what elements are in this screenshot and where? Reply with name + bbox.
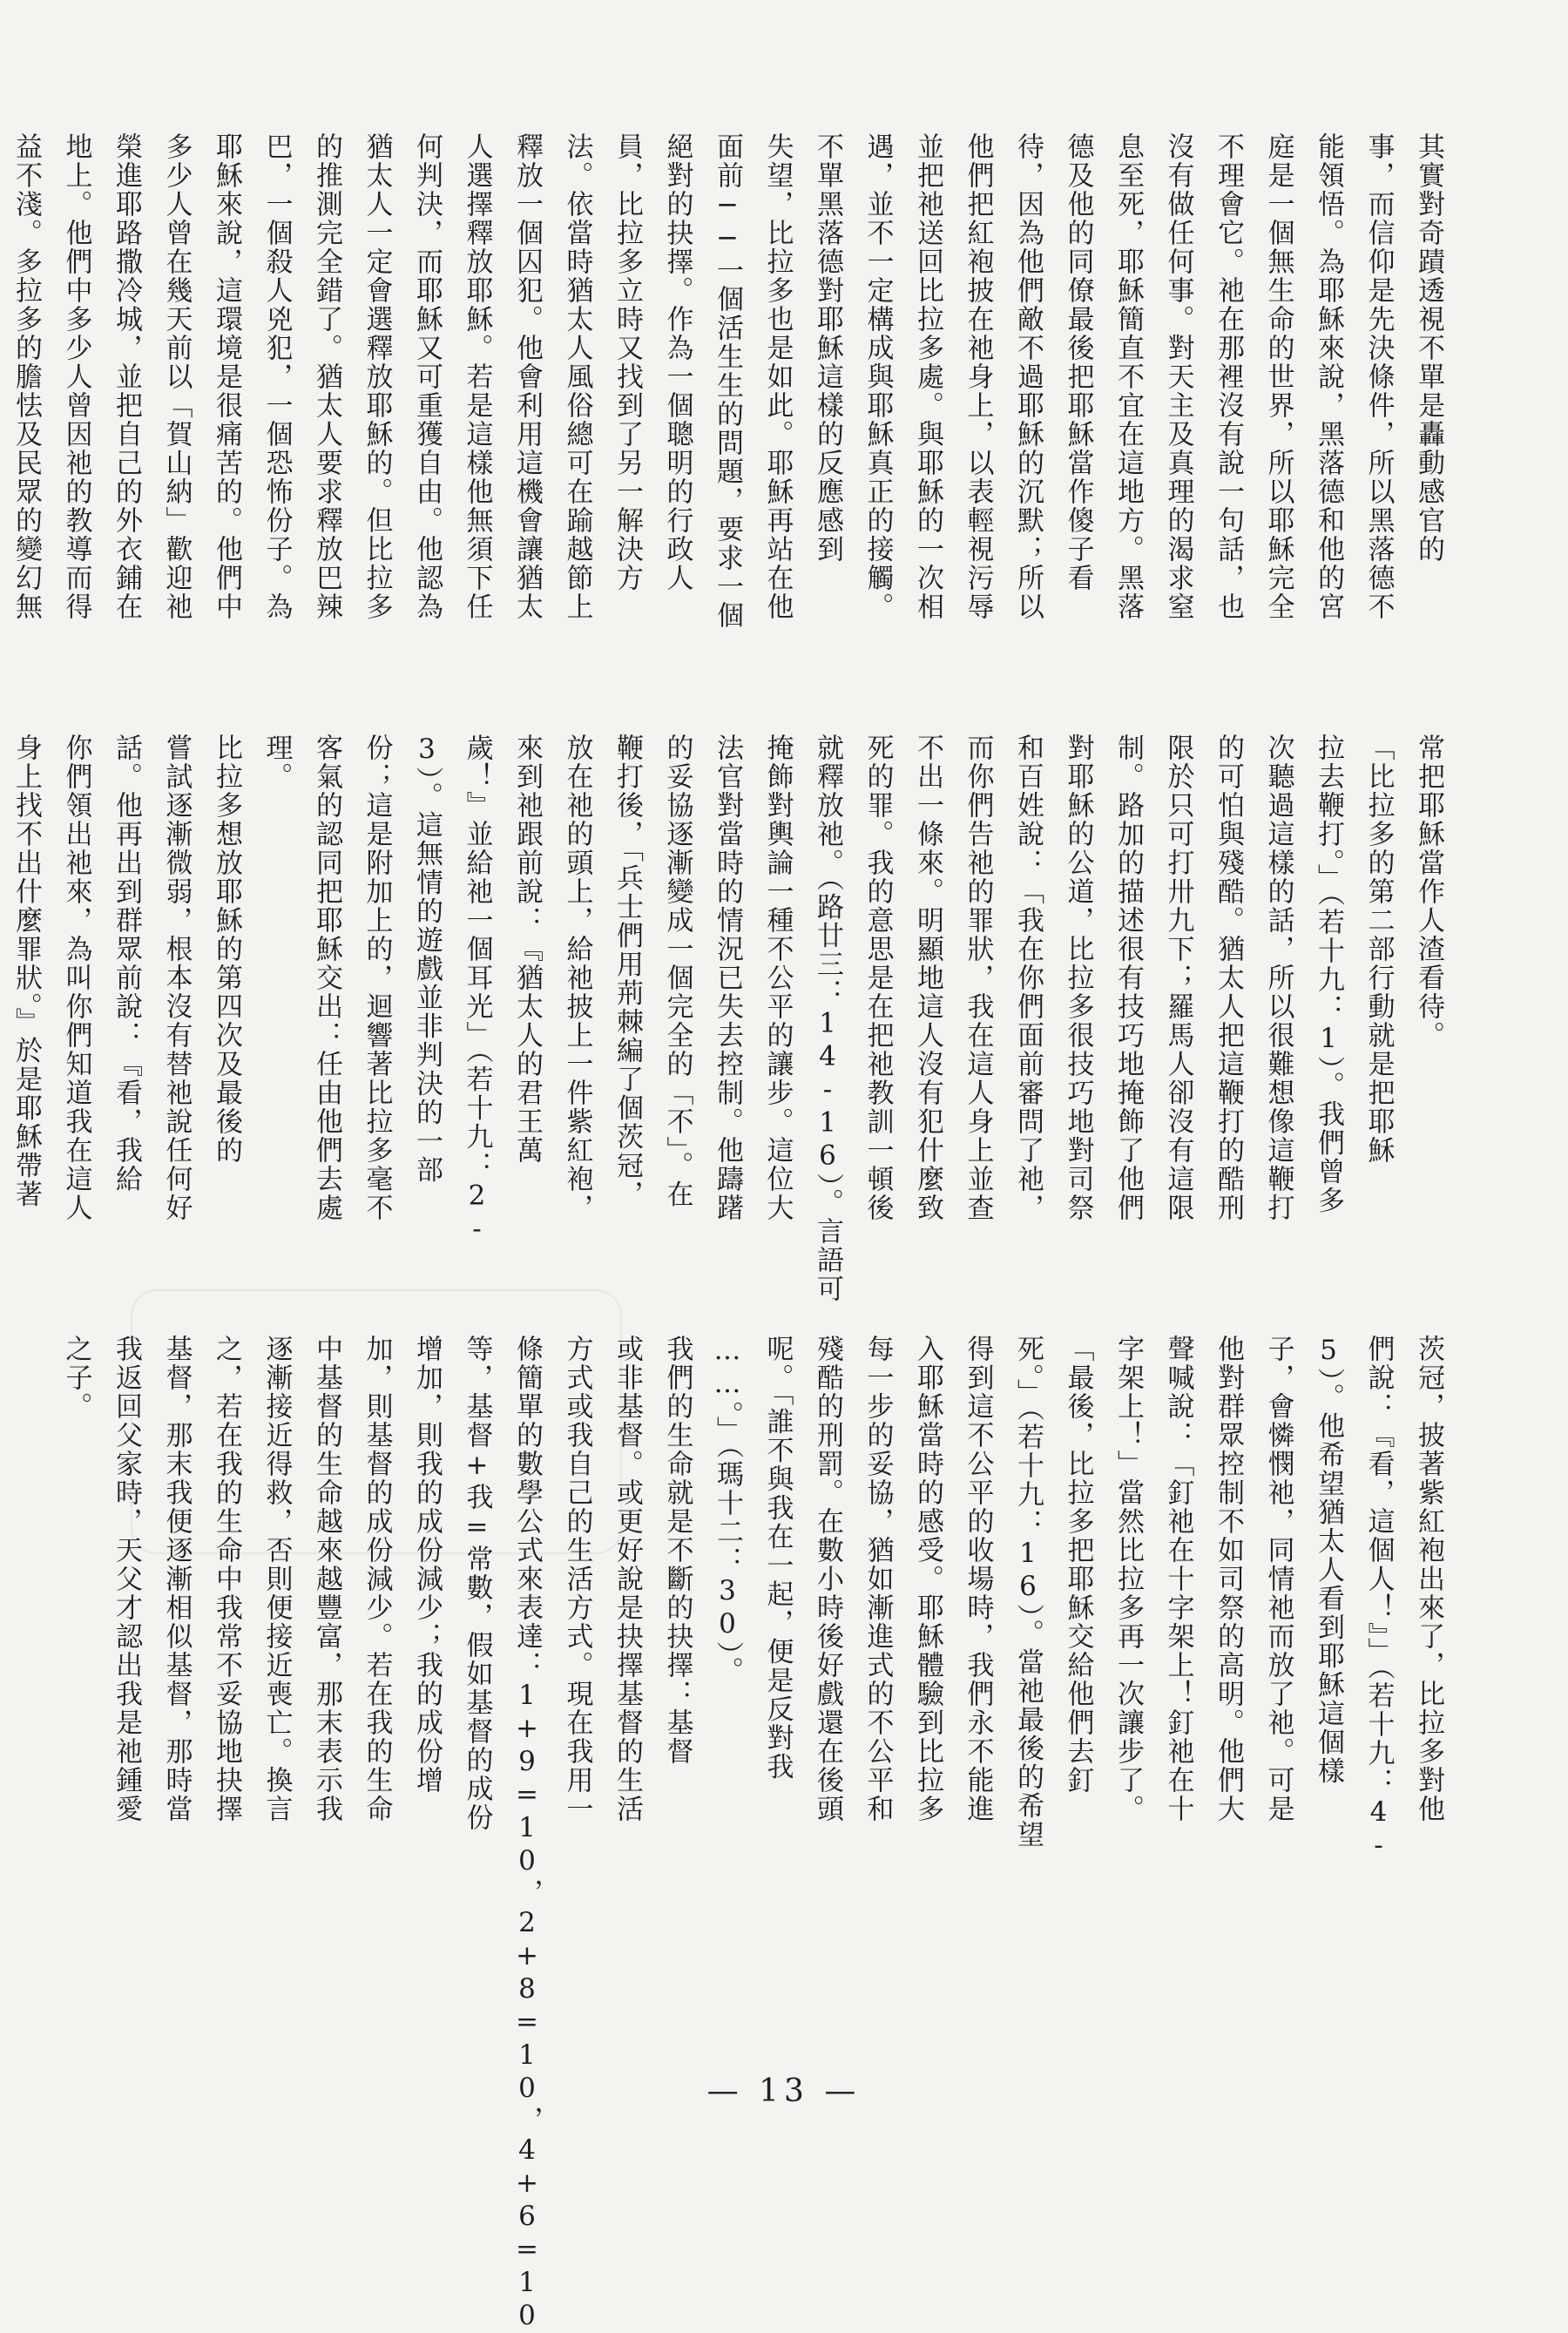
text-column: 其實對奇蹟透視不單是轟動感官的 [1413, 132, 1444, 564]
text-band-top [10, 132, 1453, 673]
text-column: 多少人曾在幾天前以「賀山納」歡迎祂 [160, 132, 193, 621]
text-column: 他們把紅袍披在祂身上，以表輕視污辱 [962, 132, 994, 621]
text-column: 放在祂的頭上，給祂披上一件紫紅袍， [561, 734, 593, 1222]
text-column: 庭是一個無生命的世界，所以耶穌完全 [1262, 132, 1294, 621]
text-column: 地上。他們中多少人曾因祂的教導而得 [60, 132, 92, 621]
text-column: 何判決，而耶穌又可重獲自由。他認為 [411, 132, 443, 621]
text-column: 榮進耶路撒冷城，並把自己的外衣鋪在 [111, 132, 142, 621]
text-column: 增加，則我的成份減少；我的成份增 [411, 1335, 443, 1795]
text-column: 我們的生命就是不斷的抉擇：基督 [661, 1335, 693, 1766]
text-column: 並把祂送回比拉多處。與耶穌的一次相 [912, 132, 943, 621]
text-column: 殘酷的刑罰。在數小時後好戲還在後頭 [812, 1335, 843, 1823]
text-column: 死的罪。我的意思是在把祂教訓一頓後 [862, 734, 894, 1222]
text-column: 不理會它。祂在那裡沒有說一句話，也 [1213, 132, 1244, 621]
text-column: 的妥協逐漸變成一個完全的「不」。在 [661, 734, 693, 1209]
text-column: 釋放一個囚犯。他會利用這機會讓猶太 [511, 132, 543, 621]
text-column: 之子。 [60, 1335, 92, 1421]
text-column: ……。」（瑪十二：30）。 [712, 1335, 743, 1686]
text-column: 之，若在我的生命中我常不妥協地抉擇 [211, 1335, 242, 1823]
text-column: 條簡單的數學公式來表達：1+9=10，2+8=10，4+6=10 [511, 1335, 543, 2333]
text-column: 來到祂跟前說：『猶太人的君王萬 [511, 734, 543, 1165]
text-column: 常把耶穌當作人渣看待。 [1413, 734, 1444, 1050]
text-column: 或非基督。或更好說是抉擇基督的生活 [612, 1335, 643, 1823]
text-column: 5）。他希望猶太人看到耶穌這個樣 [1313, 1335, 1344, 1786]
text-column: 等，基督+我=常數，假如基督的成份 [461, 1335, 493, 1832]
text-column: 法官對當時的情況已失去控制。他躊躇 [712, 734, 743, 1222]
text-column: 中基督的生命越來越豐富，那末表示我 [311, 1335, 342, 1823]
text-column: 息至死，耶穌簡直不宜在這地方。黑落 [1112, 132, 1144, 621]
text-column: 不出一條來。明顯地這人沒有犯什麼致 [912, 734, 943, 1222]
text-column: 歲！』並給祂一個耳光」（若十九：2- [461, 734, 493, 1247]
text-column: 拉去鞭打。」（若十九：1）。我們曾多 [1313, 734, 1344, 1215]
text-column: 沒有做任何事。對天主及真理的渴求窒 [1162, 132, 1194, 621]
text-column: 「比拉多的第二部行動就是把耶穌 [1362, 734, 1395, 1165]
text-column: 茨冠，披著紫紅袍出來了，比拉多對他 [1413, 1335, 1444, 1823]
text-column: 次聽過這樣的話，所以很難想像這鞭打 [1262, 734, 1294, 1222]
text-column: 「最後，比拉多把耶穌交給他們去釘 [1062, 1335, 1094, 1795]
text-column: 基督，那末我便逐漸相似基督，那時當 [160, 1335, 193, 1823]
text-column: 他對群眾控制不如司祭的高明。他們大 [1213, 1335, 1244, 1823]
text-column: 呢。「誰不與我在一起，便是反對我 [761, 1335, 794, 1782]
text-column: 益不淺。多拉多的膽怯及民眾的變幻無 [10, 132, 42, 621]
text-column: 德及他的同僚最後把耶穌當作傻子看 [1062, 132, 1094, 592]
text-column: 死。」（若十九：16）。當祂最後的希望 [1012, 1335, 1044, 1849]
text-column: 員，比拉多立時又找到了另一解決方 [612, 132, 643, 592]
text-column: 面前──一個活生生的問題，要求一個 [712, 132, 743, 630]
text-column: 鞭打後，「兵士們用荊棘編了個茨冠， [612, 734, 643, 1209]
text-column: 們說：『看，這個人！』」（若十九：4- [1362, 1335, 1395, 1863]
text-column: 遇，並不一定構成與耶穌真正的接觸。 [862, 132, 894, 621]
text-column: 就釋放祂。（路廿三：14-16）。言語可 [812, 734, 843, 1303]
text-column: 聲喊說：「釘祂在十字架上！釘祂在十 [1162, 1335, 1194, 1823]
text-column: 法。依當時猶太人風俗總可在踰越節上 [561, 132, 593, 621]
text-band-middle [10, 734, 1453, 1317]
text-column: 耶穌來說，這環境是很痛苦的。他們中 [211, 132, 242, 621]
text-column: 而你們告祂的罪狀，我在這人身上並查 [962, 734, 994, 1222]
text-column: 話。他再出到群眾前說：『看，我給 [111, 734, 142, 1194]
text-column: 加，則基督的成份減少。若在我的生命 [361, 1335, 393, 1823]
text-column: 比拉多想放耶穌的第四次及最後的 [211, 734, 242, 1165]
text-column: 每一步的妥協，猶如漸進式的不公平和 [862, 1335, 894, 1823]
text-column: 制。路加的描述很有技巧地掩飾了他們 [1112, 734, 1144, 1222]
text-column: 待，因為他們敵不過耶穌的沉默；所以 [1012, 132, 1044, 621]
text-column: 的推測完全錯了。猶太人要求釋放巴辣 [311, 132, 342, 621]
page-number: — 13 — [706, 2073, 862, 2109]
text-column: 我返回父家時，天父才認出我是祂鍾愛 [111, 1335, 142, 1823]
text-column: 掩飾對輿論一種不公平的讓步。這位大 [761, 734, 794, 1222]
text-column: 3）。這無情的遊戲並非判決的一部 [411, 734, 443, 1185]
text-column: 字架上！」當然比拉多再一次讓步了。 [1112, 1335, 1144, 1823]
text-column: 和百姓說：「我在你們面前審問了祂， [1012, 734, 1044, 1222]
text-column: 方式或我自己的生活方式。現在我用一 [561, 1335, 593, 1823]
text-column: 能領悟。為耶穌來說，黑落德和他的宮 [1313, 132, 1344, 621]
text-column: 失望，比拉多也是如此。耶穌再站在他 [761, 132, 794, 621]
text-column: 客氣的認同把耶穌交出：任由他們去處 [311, 734, 342, 1222]
text-column: 身上找不出什麼罪狀。』於是耶穌帶著 [10, 734, 42, 1209]
text-column: 得到這不公平的收場時，我們永不能進 [962, 1335, 994, 1823]
text-column: 人選擇釋放耶穌。若是這樣他無須下任 [461, 132, 493, 621]
text-column: 逐漸接近得救，否則便接近喪亡。換言 [260, 1335, 293, 1823]
text-column: 你們領出祂來，為叫你們知道我在這人 [60, 734, 92, 1222]
text-column: 份；這是附加上的，迴響著比拉多毫不 [361, 734, 393, 1222]
text-column: 入耶穌當時的感受。耶穌體驗到比拉多 [912, 1335, 943, 1823]
text-column: 猶太人一定會選釋放耶穌的。但比拉多 [361, 132, 393, 621]
text-column: 巴，一個殺人兇犯，一個恐怖份子。為 [260, 132, 293, 621]
text-column: 絕對的抉擇。作為一個聰明的行政人 [661, 132, 693, 592]
text-column: 理。 [260, 734, 293, 791]
text-column: 事，而信仰是先決條件，所以黑落德不 [1362, 132, 1395, 621]
text-column: 不單黑落德對耶穌這樣的反應感到 [812, 132, 843, 564]
text-column: 對耶穌的公道，比拉多很技巧地對司祭 [1062, 734, 1094, 1222]
text-column: 的可怕與殘酷。猶太人把這鞭打的酷刑 [1213, 734, 1244, 1222]
text-column: 限於只可打卅九下；羅馬人卻沒有這限 [1162, 734, 1194, 1222]
text-column: 嘗試逐漸微弱，根本沒有替祂說任何好 [160, 734, 193, 1222]
text-column: 子，會憐憫祂，同情祂而放了祂。可是 [1262, 1335, 1294, 1823]
